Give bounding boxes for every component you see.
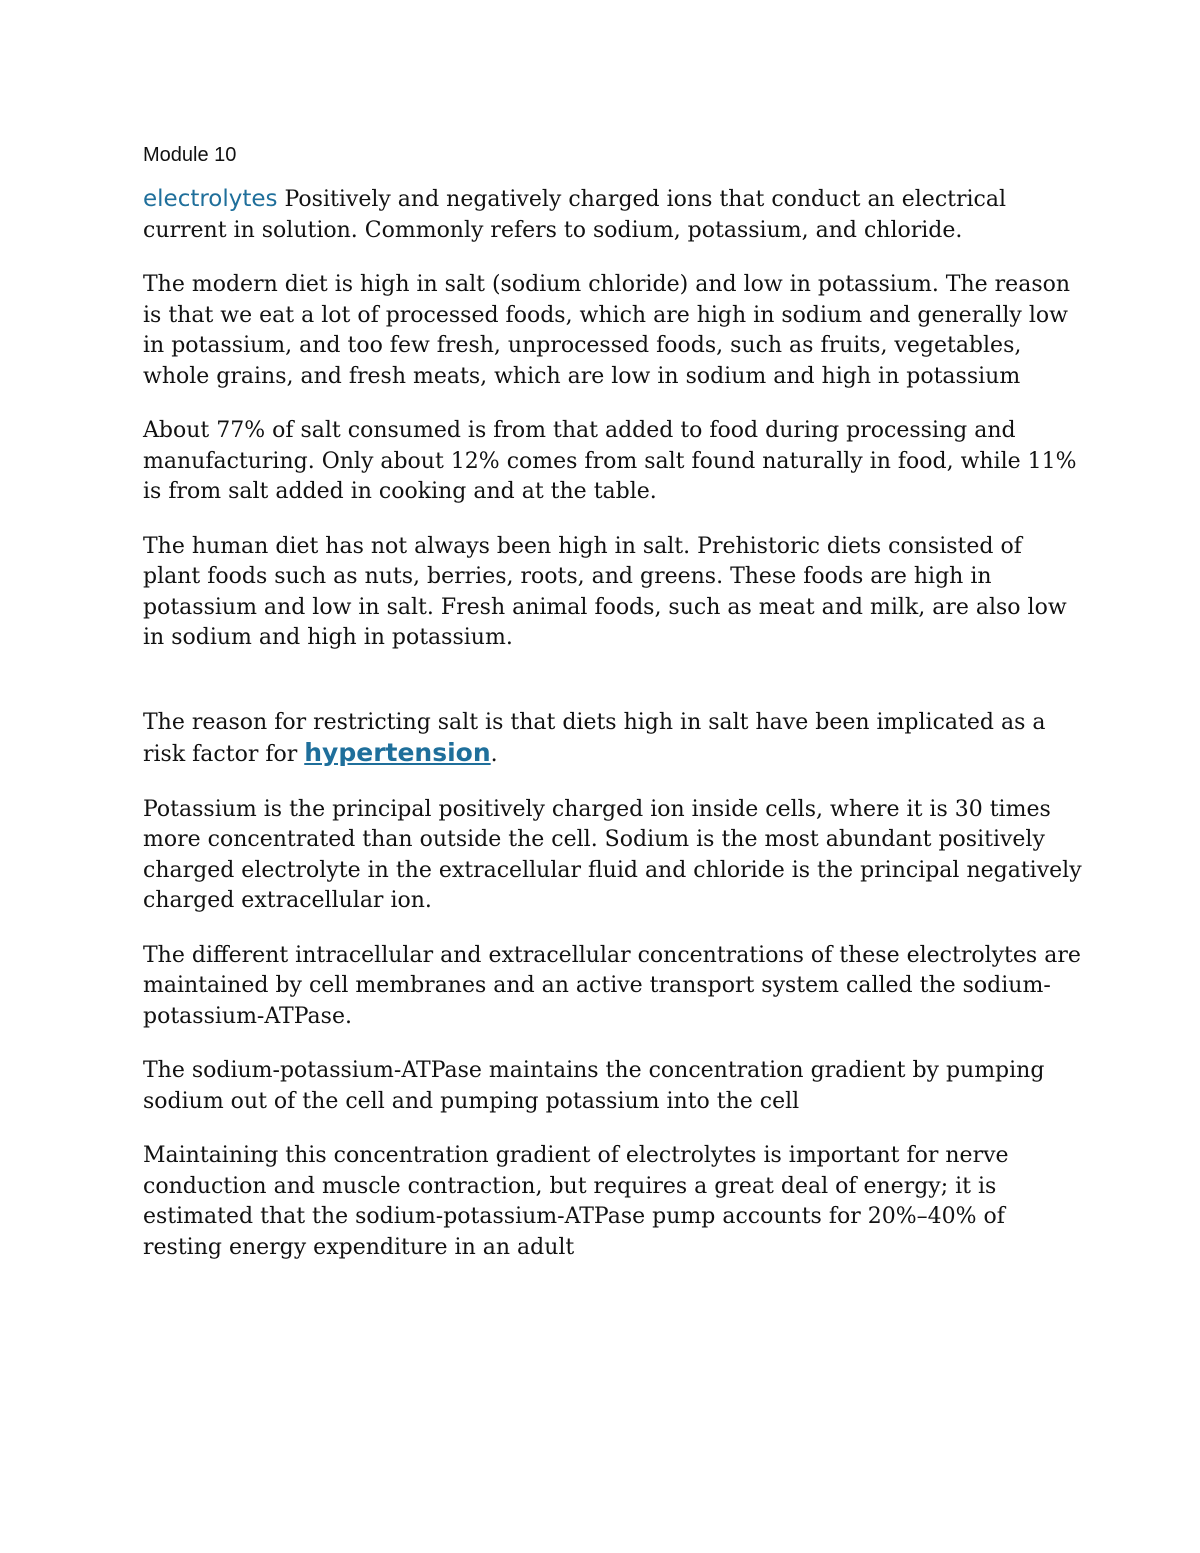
salt-restriction-end: .	[490, 742, 498, 767]
hypertension-link[interactable]: hypertension	[304, 738, 491, 767]
paragraph-atpase: The sodium-potassium-ATPase maintains the concentration gradient by pumping sodium out of the cell and pumping potassium into the cell	[143, 1058, 1045, 1114]
paragraph-human-diet: The human diet has not always been high in salt. Prehistoric diets consisted of plant foods such as nuts, berries, roots, and greens. These foods are high in potassium and low in salt. Fresh animal foods, such as meat and milk, are also low in sodium and high in potassium.	[143, 533, 1067, 650]
paragraph-modern-diet: The modern diet is high in salt (sodium chloride) and low in potassium. The reason is that we eat a lot of processed foods, which are high in sodium and generally low in potassium, and too few fresh, unprocessed foods, such as fruits, vegetables, whole grains, and fresh meats, which are low in sodium and high in potassium	[143, 272, 1071, 389]
definition-text: Positively and negatively charged ions that conduct an electrical current in solution. Commonly refers to sodium, potassium, and chloride.	[143, 187, 1007, 243]
salt-restriction-text: The reason for restricting salt is that diets high in salt have been implicated as a risk factor for	[143, 709, 1046, 767]
definition-paragraph	[143, 184, 1083, 246]
term-electrolytes: electrolytes	[143, 186, 278, 212]
paragraph-concentrations: The different intracellular and extracellular concentrations of these electrolytes are maintained by cell membranes and an active transport system called the sodium-potassium-ATPase.	[143, 942, 1081, 1029]
paragraph-energy: Maintaining this concentration gradient of electrolytes is important for nerve conduction and muscle contraction, but requires a great deal of energy; it is estimated that the sodium-potassium-ATPase pump accounts for 20%–40% of resting energy expenditure in an adult	[143, 1143, 1009, 1260]
blank-line	[143, 678, 1083, 708]
paragraph-salt-sources: About 77% of salt consumed is from that added to food during processing and manufacturing. Only about 12% comes from salt found naturally in food, while 11% is from salt added in cooking and at the table.	[143, 418, 1077, 504]
paragraph-potassium: Potassium is the principal positively charged ion inside cells, where it is 30 times more concentrated than outside the cell. Sodium is the most abundant positively charged electrolyte in the extracellular fluid and chloride is the principal negatively charged extracellular ion.	[143, 796, 1082, 913]
module-title: Module 10	[143, 144, 237, 166]
document-body	[143, 140, 1083, 1287]
paragraph-salt-restriction	[143, 708, 1083, 771]
